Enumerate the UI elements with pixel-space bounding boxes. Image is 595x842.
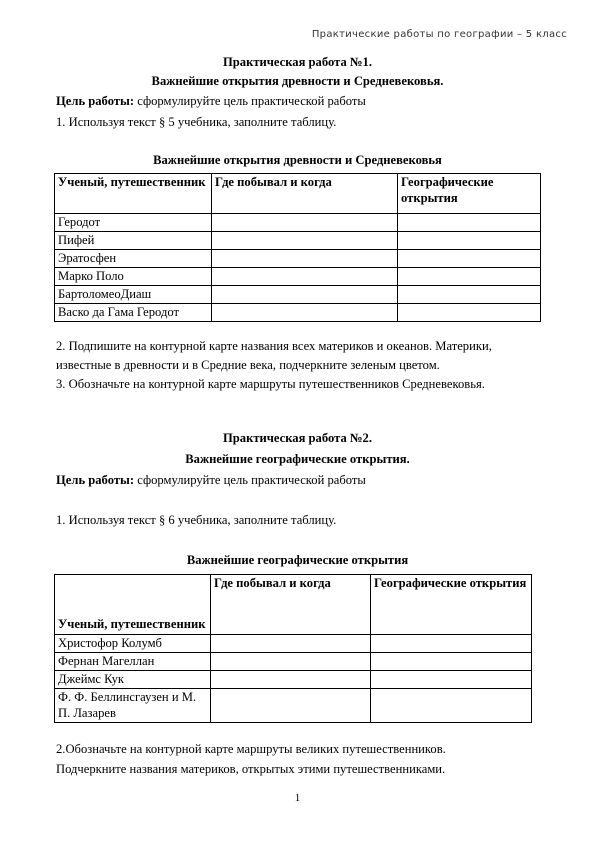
work2-table <box>54 574 532 723</box>
table-row <box>55 250 541 268</box>
table-row <box>55 304 541 322</box>
work2-col-discoveries: Географические открытия <box>371 575 532 635</box>
work1-table-title: Важнейшие открытия древности и Средневековья <box>153 153 442 167</box>
traveler-cell: Марко Поло <box>55 268 212 286</box>
where-when-cell[interactable] <box>212 214 398 232</box>
discoveries-cell[interactable] <box>398 268 541 286</box>
work1-goal <box>56 94 366 109</box>
work2-subtitle: Важнейшие географические открытия. <box>185 452 410 466</box>
where-when-cell[interactable] <box>211 689 371 723</box>
work2-goal <box>56 473 366 488</box>
work2-task2-line1: 2.Обозначьте на контурной карте маршруты великих путешественников. <box>56 742 446 756</box>
work2-goal-text: сформулируйте цель практической работы <box>134 473 366 487</box>
work1-col-scientist: Ученый, путешественник <box>55 174 212 214</box>
table-row <box>55 635 532 653</box>
where-when-cell[interactable] <box>211 653 371 671</box>
work1-table <box>54 173 541 322</box>
traveler-cell: Пифей <box>55 232 212 250</box>
work1-task2-line1: 2. Подпишите на контурной карте названия всех материков и океанов. Материки, <box>56 339 492 353</box>
where-when-cell[interactable] <box>212 232 398 250</box>
work1-goal-text: сформулируйте цель практической работы <box>134 94 366 108</box>
running-header: Практические работы по географии – 5 класс <box>311 29 567 40</box>
work2-task1: 1. Используя текст § 6 учебника, заполните таблицу. <box>56 513 337 527</box>
work2-col-where-when: Где побывал и когда <box>211 575 371 635</box>
traveler-cell: Ф. Ф. Беллинсгаузен и М. П. Лазарев <box>55 689 211 723</box>
table-row <box>55 653 532 671</box>
where-when-cell[interactable] <box>211 671 371 689</box>
work2-task2-line2: Подчеркните названия материков, открытых этими путешественниками. <box>56 762 446 776</box>
discoveries-cell[interactable] <box>371 671 532 689</box>
work2-table-header-row <box>55 575 532 635</box>
discoveries-cell[interactable] <box>398 214 541 232</box>
work1-table-header-row <box>55 174 541 214</box>
discoveries-cell[interactable] <box>398 304 541 322</box>
table-row <box>55 689 532 723</box>
work1-task3: 3. Обозначьте на контурной карте маршруты путешественников Средневековья. <box>56 377 485 391</box>
discoveries-cell[interactable] <box>371 635 532 653</box>
page-number: 1 <box>294 792 301 804</box>
table-row <box>55 671 532 689</box>
where-when-cell[interactable] <box>212 250 398 268</box>
work1-title: Практическая работа №1. <box>222 55 372 69</box>
work1-col-where-when: Где побывал и когда <box>212 174 398 214</box>
where-when-cell[interactable] <box>211 635 371 653</box>
work1-col-discoveries: Географические открытия <box>398 174 541 214</box>
work1-task2-line2: известные в древности и в Средние века, подчеркните зеленым цветом. <box>56 358 440 372</box>
work2-col-scientist: Ученый, путешественник <box>55 575 211 635</box>
discoveries-cell[interactable] <box>398 286 541 304</box>
where-when-cell[interactable] <box>212 286 398 304</box>
traveler-cell: Эратосфен <box>55 250 212 268</box>
traveler-cell: Джеймс Кук <box>55 671 211 689</box>
traveler-cell: Христофор Колумб <box>55 635 211 653</box>
table-row <box>55 232 541 250</box>
table-row <box>55 214 541 232</box>
work1-goal-label: Цель работы: <box>56 94 135 108</box>
discoveries-cell[interactable] <box>371 653 532 671</box>
discoveries-cell[interactable] <box>371 689 532 723</box>
where-when-cell[interactable] <box>212 268 398 286</box>
traveler-cell: БартоломеоДиаш <box>55 286 212 304</box>
work1-subtitle: Важнейшие открытия древности и Средневековья. <box>151 74 444 88</box>
discoveries-cell[interactable] <box>398 250 541 268</box>
table-row <box>55 268 541 286</box>
discoveries-cell[interactable] <box>398 232 541 250</box>
work2-goal-label: Цель работы: <box>56 473 135 487</box>
traveler-cell: Фернан Магеллан <box>55 653 211 671</box>
traveler-cell: Васко да Гама Геродот <box>55 304 212 322</box>
work2-title: Практическая работа №2. <box>222 431 372 445</box>
traveler-cell: Геродот <box>55 214 212 232</box>
table-row <box>55 286 541 304</box>
work1-task1: 1. Используя текст § 5 учебника, заполните таблицу. <box>56 115 337 129</box>
work2-table-title: Важнейшие географические открытия <box>186 553 409 567</box>
where-when-cell[interactable] <box>212 304 398 322</box>
